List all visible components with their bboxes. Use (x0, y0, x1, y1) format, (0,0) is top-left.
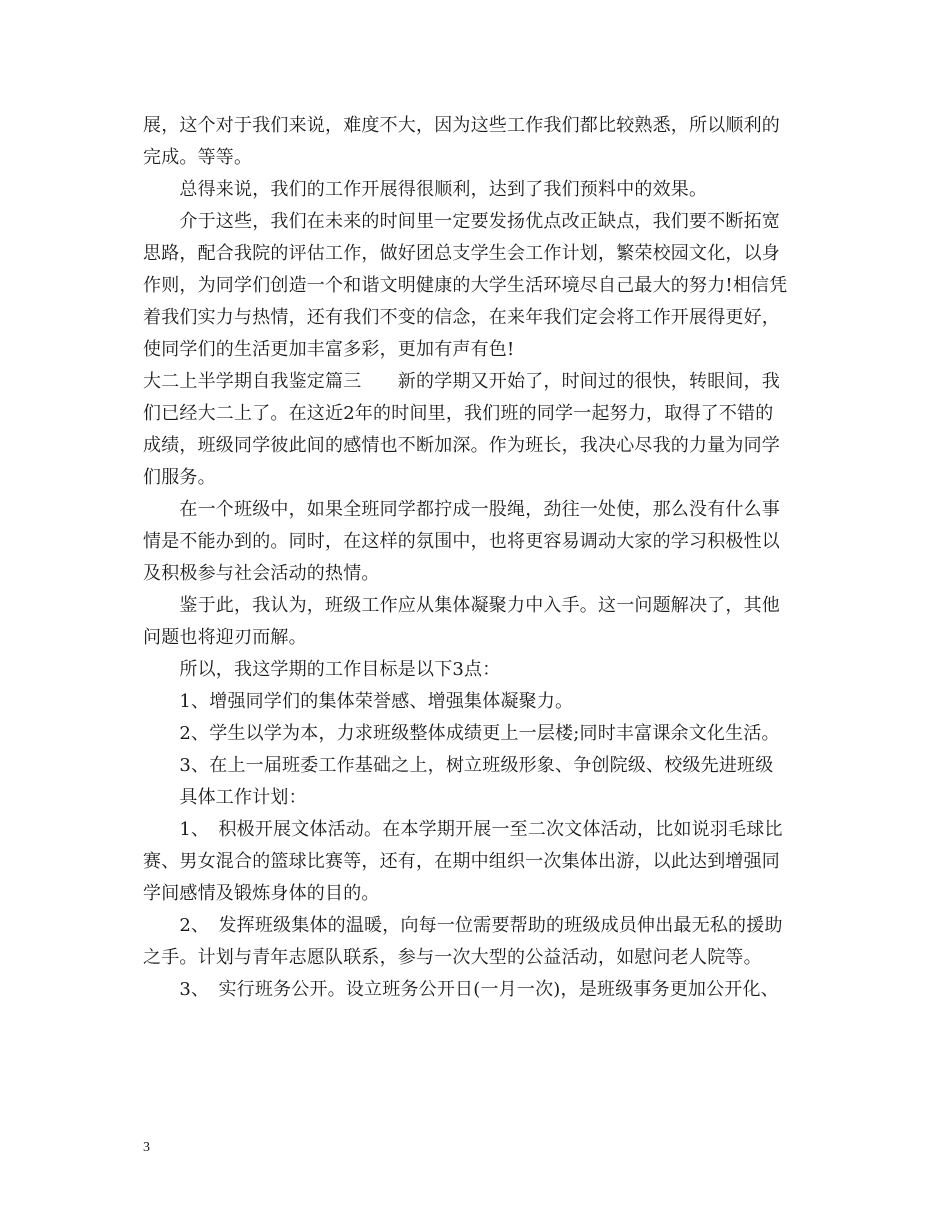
text-line: 总得来说，我们的工作开展得很顺利，达到了我们预料中的效果。 (143, 179, 708, 200)
text-line: 问题也将迎刃而解。 (143, 627, 307, 648)
text-line: 着我们实力与热情，还有我们不变的信念，在来年我们定会将工作开展得更好， (143, 307, 780, 328)
text-line: 们已经大二上了。在这近2年的时间里，我们班的同学一起努力，取得了不错的 (143, 403, 774, 424)
text-line: 介于这些，我们在未来的时间里一定要发扬优点改正缺点，我们要不断拓宽 (143, 211, 780, 232)
list-item-line: 1、增强同学们的集体荣誉感、增强集体凝聚力。 (143, 691, 574, 712)
text-line: 在一个班级中，如果全班同学都拧成一股绳，劲往一处使，那么没有什么事 (143, 499, 780, 520)
text-line: 们服务。 (143, 467, 216, 488)
text-line: 具体工作计划： (143, 787, 307, 808)
list-item-line: 1、 积极开展文体活动。在本学期开展一至二次文体活动，比如说羽毛球比 (143, 819, 783, 840)
list-item-line: 2、学生以学为本，力求班级整体成绩更上一层楼;同时丰富课余文化生活。 (143, 723, 780, 744)
text-line: 之手。计划与青年志愿队联系，参与一次大型的公益活动，如慰问老人院等。 (143, 947, 762, 968)
text-line: 所以，我这学期的工作目标是以下3点： (143, 659, 501, 680)
text-line: 及积极参与社会活动的热情。 (143, 563, 380, 584)
list-item-line: 2、 发挥班级集体的温暖，向每一位需要帮助的班级成员伸出最无私的援助 (143, 915, 783, 936)
text-line: 鉴于此，我认为，班级工作应从集体凝聚力中入手。这一问题解决了，其他 (143, 595, 780, 616)
text-line: 使同学们的生活更加丰富多彩，更加有声有色! (143, 339, 515, 360)
list-item-line: 3、 实行班务公开。设立班务公开日(一月一次)，是班级事务更加公开化、 (143, 979, 779, 1000)
page-number: 3 (143, 1140, 150, 1155)
text-line: 赛、男女混合的篮球比赛等，还有，在期中组织一次集体出游，以此达到增强同 (143, 851, 780, 872)
list-item-line: 3、在上一届班委工作基础之上，树立班级形象、争创院级、校级先进班级 (143, 755, 774, 776)
section-heading-line: 大二上半学期自我鉴定篇三 新的学期又开始了，时间过的很快，转眼间，我 (143, 371, 780, 392)
text-line: 成绩，班级同学彼此间的感情也不断加深。作为班长，我决心尽我的力量为同学 (143, 435, 780, 456)
text-line: 展，这个对于我们来说，难度不大，因为这些工作我们都比较熟悉，所以顺利的 (143, 115, 780, 136)
text-line: 学间感情及锻炼身体的目的。 (143, 883, 380, 904)
text-line: 作则，为同学们创造一个和谐文明健康的大学生活环境尽自己最大的努力!相信凭 (143, 275, 788, 296)
text-line: 情是不能办到的。同时，在这样的氛围中，也将更容易调动大家的学习积极性以 (143, 531, 780, 552)
text-line: 思路，配合我院的评估工作，做好团总支学生会工作计划，繁荣校园文化，以身 (143, 243, 780, 264)
text-line: 完成。等等。 (143, 147, 253, 168)
